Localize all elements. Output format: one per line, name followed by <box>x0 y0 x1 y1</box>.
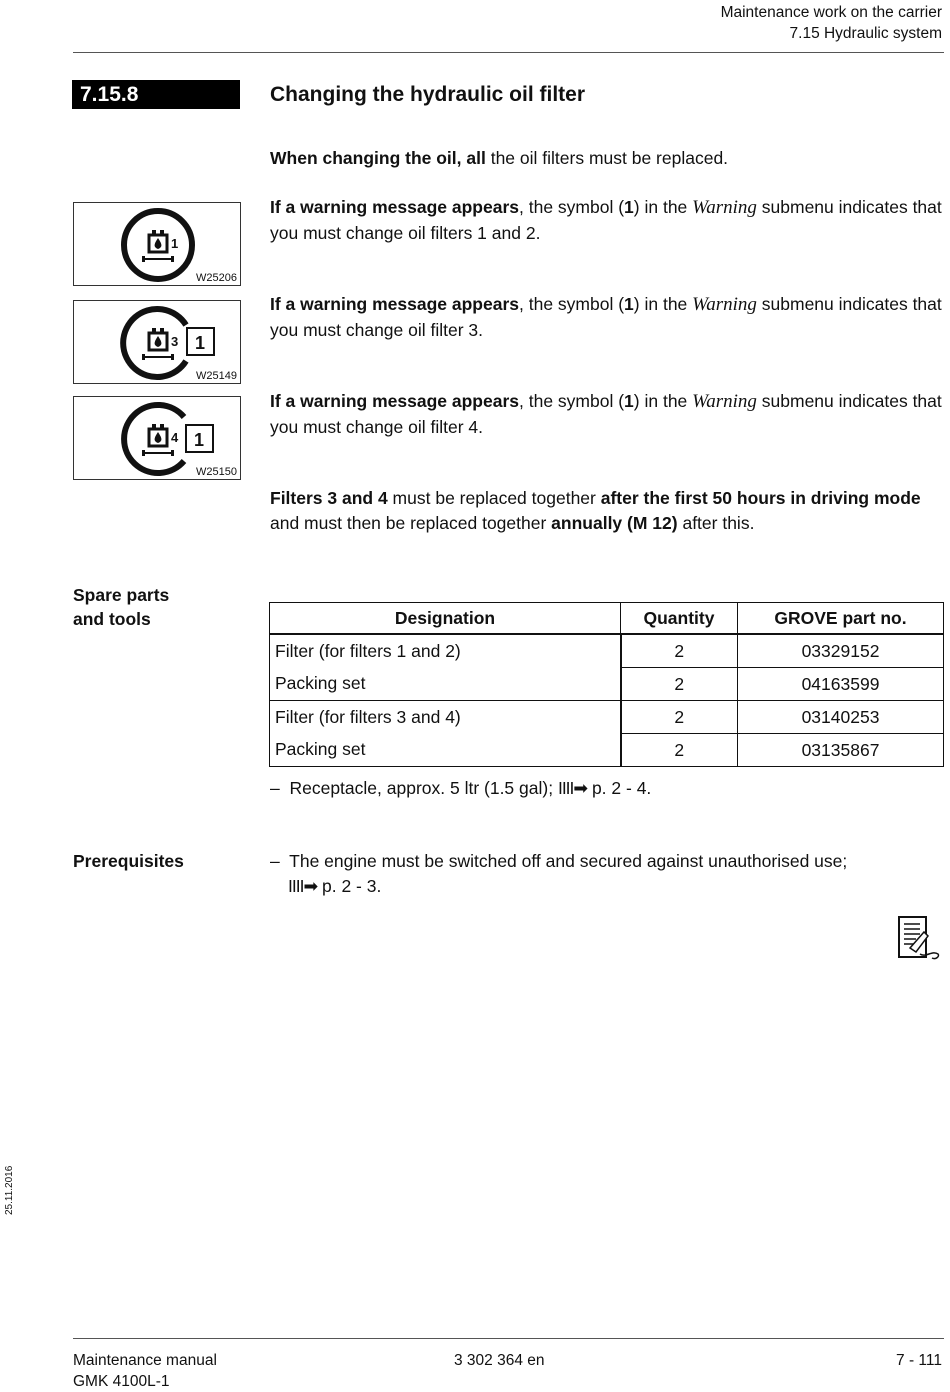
svg-text:1: 1 <box>194 430 205 450</box>
table-row: Packing set 2 03135867 <box>270 734 944 767</box>
intro-paragraph <box>270 146 946 171</box>
figure-code: W25149 <box>196 370 237 382</box>
svg-text:4: 4 <box>171 430 179 445</box>
manual-reference-icon <box>896 914 944 964</box>
warning-paragraph-1: If a warning message appears, the symbol (1) in the Warning submenu indicates that you must change oil filters 1 and 2. <box>270 197 942 243</box>
footer-left: Maintenance manual GMK 4100L-1 <box>73 1352 217 1390</box>
warning-paragraph-2: If a warning message appears, the symbol (1) in the Warning submenu indicates that you must change oil filter 3. <box>270 294 942 340</box>
table-row: Filter (for filters 3 and 4) 2 03140253 <box>270 701 944 734</box>
footer-document-number: 3 302 364 en <box>454 1352 545 1369</box>
spare-parts-table <box>269 602 944 767</box>
running-header <box>721 2 942 44</box>
warning-symbol-box-2 <box>73 300 241 384</box>
header-rule <box>73 52 944 53</box>
table-row: Filter (for filters 1 and 2) 2 03329152 <box>270 634 944 668</box>
svg-text:1: 1 <box>195 333 206 353</box>
figure-code: W25206 <box>196 272 237 284</box>
col-quantity: Quantity <box>621 603 738 635</box>
revision-date: 25.11.2016 <box>4 1165 15 1215</box>
spare-parts-label: Spare parts and tools <box>73 585 170 629</box>
page-number: 7 - 111 <box>896 1352 942 1369</box>
intro-text: the oil filters must be replaced. <box>485 148 729 168</box>
warning-paragraph-3: If a warning message appears, the symbol (1) in the Warning submenu indicates that you must change oil filter 4. <box>270 391 942 437</box>
page-reference[interactable]: p. 2 - 4. <box>591 778 652 798</box>
section-title: Changing the hydraulic oil filter <box>270 83 586 106</box>
filters-replacement-note: Filters 3 and 4 must be replaced together after the first 50 hours in driving mode and must then be replaced together annually (M 12) after this. <box>270 488 921 533</box>
header-chapter: Maintenance work on the carrier <box>720 4 942 21</box>
section-number: 7.15.8 <box>72 80 240 109</box>
col-part-no: GROVE part no. <box>738 603 944 635</box>
page-reference[interactable]: p. 2 - 3. <box>322 875 382 896</box>
prerequisite-item: – The engine must be switched off and secured against unauthorised use; IIII➡ p. 2 - 3. <box>270 849 946 898</box>
table-header-row <box>270 603 944 635</box>
reference-arrow-icon: IIII➡ <box>557 778 588 798</box>
symbol-digit: 1 <box>171 236 179 251</box>
svg-text:3: 3 <box>171 334 179 349</box>
receptacle-item: – Receptacle, approx. 5 ltr (1.5 gal); IIII➡ p. 2 - 4. <box>270 776 946 801</box>
header-section: 7.15 Hydraulic system <box>789 25 942 42</box>
prerequisites-label: Prerequisites <box>73 851 184 871</box>
footer-rule <box>73 1338 944 1339</box>
warning-symbol-box-3 <box>73 396 241 480</box>
warning-symbol-box-1 <box>73 202 241 286</box>
table-row: Packing set 2 04163599 <box>270 668 944 701</box>
intro-bold: When changing the oil, all <box>270 148 486 168</box>
reference-arrow-icon: IIII➡ <box>288 875 318 896</box>
col-designation: Designation <box>270 603 621 635</box>
figure-code: W25150 <box>196 466 237 478</box>
